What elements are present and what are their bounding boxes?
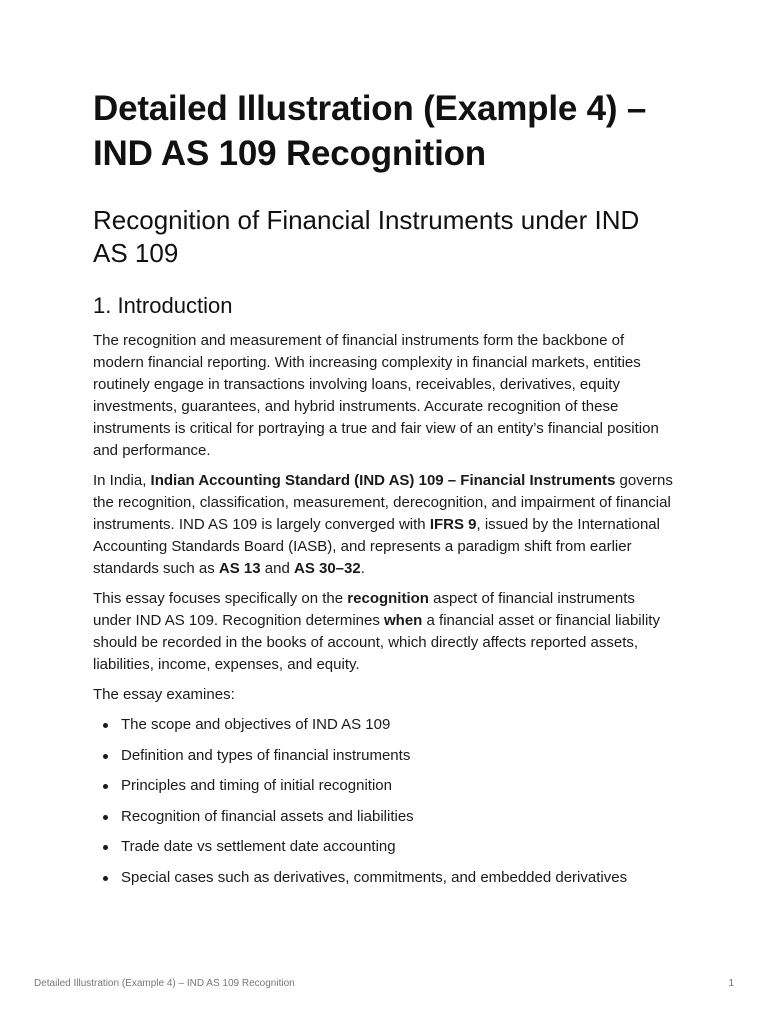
- bullet-icon: [103, 876, 108, 881]
- text-run: In India,: [93, 472, 151, 489]
- bullet-icon: [103, 845, 108, 850]
- footer-title: Detailed Illustration (Example 4) – IND AS 109 Recognition: [34, 978, 295, 989]
- text-run: governs the recognition, classification, measurement, derecognition, and impairment of financial instruments. IND AS 109 is largely converged with: [93, 472, 673, 533]
- document-subtitle: Recognition of Financial Instruments under IND AS 109: [93, 205, 640, 268]
- paragraph-1: The recognition and measurement of financial instruments form the backbone of modern financial reporting. With increasing complexity in financial markets, entities routinely engage in transactions involving loans, receivables, derivatives, equity investments, guarantees, and hybrid instruments. Accurate recognition of these instruments is critical for portraying a true and fair view of an entity’s financial position and performance.: [93, 332, 659, 459]
- list-item: [93, 867, 673, 889]
- bullet-icon: [103, 723, 108, 728]
- text-run: .: [360, 560, 365, 577]
- bullet-icon: [103, 784, 108, 789]
- bold-run: AS 13: [218, 560, 261, 577]
- bold-run: IFRS 9: [429, 516, 477, 533]
- page-number: 1: [728, 978, 734, 989]
- paragraph-2: [93, 470, 673, 580]
- bold-run: AS 30–32: [293, 560, 361, 577]
- list-item: [93, 836, 673, 858]
- bold-run: when: [384, 612, 423, 629]
- bold-run: recognition: [347, 590, 429, 607]
- text-run: a financial asset or financial liability should be recorded in the books of account, which directly affects reported assets, liabilities, income, expenses, and equity.: [93, 612, 660, 673]
- document-title: Detailed Illustration (Example 4) – IND AS 109 Recognition: [93, 89, 647, 173]
- bold-run: Indian Accounting Standard (IND AS) 109 – Financial Instruments: [150, 472, 616, 489]
- bullet-icon: [103, 815, 108, 820]
- list-item-text: Special cases such as derivatives, commitments, and embedded derivatives: [121, 868, 628, 886]
- list-item-text: Recognition of financial assets and liabilities: [121, 807, 414, 825]
- list-item-text: Trade date vs settlement date accounting: [121, 838, 396, 855]
- list-item-text: Definition and types of financial instruments: [121, 746, 411, 764]
- paragraph-3: [93, 588, 673, 676]
- document-page: [93, 86, 673, 897]
- list-item-text: Principles and timing of initial recognition: [121, 777, 392, 794]
- bullet-list: [93, 714, 673, 889]
- list-item-text: The scope and objectives of IND AS 109: [121, 716, 391, 733]
- text-run: This essay focuses specifically on the: [93, 590, 348, 607]
- list-item: [93, 745, 673, 767]
- text-run: and: [260, 560, 294, 577]
- page-footer: [34, 977, 734, 991]
- list-item: [93, 714, 673, 736]
- bullet-icon: [103, 754, 108, 759]
- list-item: [93, 806, 673, 828]
- paragraph-4: The essay examines:: [93, 686, 235, 703]
- text-run: , issued by the International Accounting Standards Board (IASB), and represents a paradigm shift from earlier standards such as: [93, 516, 660, 577]
- section-heading-introduction: 1. Introduction: [93, 293, 233, 318]
- text-run: aspect of financial instruments under IND AS 109. Recognition determines: [93, 590, 635, 629]
- list-item: [93, 775, 673, 797]
